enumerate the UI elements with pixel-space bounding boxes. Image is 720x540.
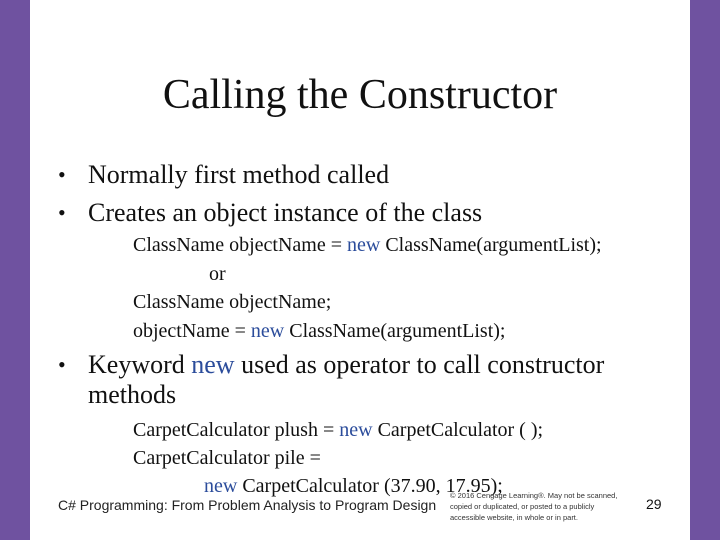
keyword-new: new bbox=[347, 234, 381, 256]
code-text: CarpetCalculator pile = bbox=[133, 447, 321, 469]
code-text: CarpetCalculator ( ); bbox=[372, 419, 544, 441]
code-line bbox=[133, 290, 331, 314]
code-line bbox=[133, 446, 321, 470]
code-line bbox=[133, 418, 543, 442]
bullet-icon: • bbox=[58, 200, 66, 225]
keyword-new: new bbox=[204, 475, 238, 497]
bullet-text: Normally first method called bbox=[88, 160, 390, 189]
slide-title: Calling the Constructor bbox=[162, 72, 558, 118]
code-text: ClassName objectName = bbox=[133, 234, 347, 256]
bullet-text bbox=[88, 350, 648, 410]
bullet-item bbox=[58, 350, 648, 410]
bullet-text-part: used as operator to call constructor methods bbox=[88, 350, 605, 409]
code-line bbox=[133, 319, 505, 343]
bullet-item bbox=[58, 198, 648, 228]
code-line bbox=[133, 233, 602, 257]
code-line bbox=[209, 262, 226, 286]
code-text: CarpetCalculator plush = bbox=[133, 419, 340, 441]
footer-course-title: C# Programming: From Problem Analysis to Program Design bbox=[58, 497, 437, 513]
bullet-text: Creates an object instance of the class bbox=[88, 198, 483, 227]
keyword-new: new bbox=[191, 350, 235, 379]
page-number: 29 bbox=[646, 496, 662, 512]
code-text: ClassName(argumentList); bbox=[380, 234, 602, 256]
keyword-new: new bbox=[339, 419, 373, 441]
keyword-new: new bbox=[250, 320, 285, 342]
bullet-text-part: Keyword bbox=[88, 350, 192, 379]
code-text: CarpetCalculator (37.90, 17.95); bbox=[237, 475, 503, 497]
bullet-icon: • bbox=[58, 162, 66, 187]
bullet-item bbox=[58, 160, 648, 190]
right-decorative-band bbox=[690, 0, 720, 540]
footer-copyright: © 2016 Cengage Learning®. May not be scanned, copied or duplicated, or posted to a publicly accessible website, in whole or in part. bbox=[450, 491, 618, 522]
bullet-icon: • bbox=[58, 352, 66, 377]
code-text: objectName = bbox=[133, 320, 251, 342]
code-text: or bbox=[209, 263, 226, 285]
left-decorative-band bbox=[0, 0, 30, 540]
code-text: ClassName(argumentList); bbox=[284, 320, 506, 342]
code-text: ClassName objectName; bbox=[133, 291, 332, 313]
